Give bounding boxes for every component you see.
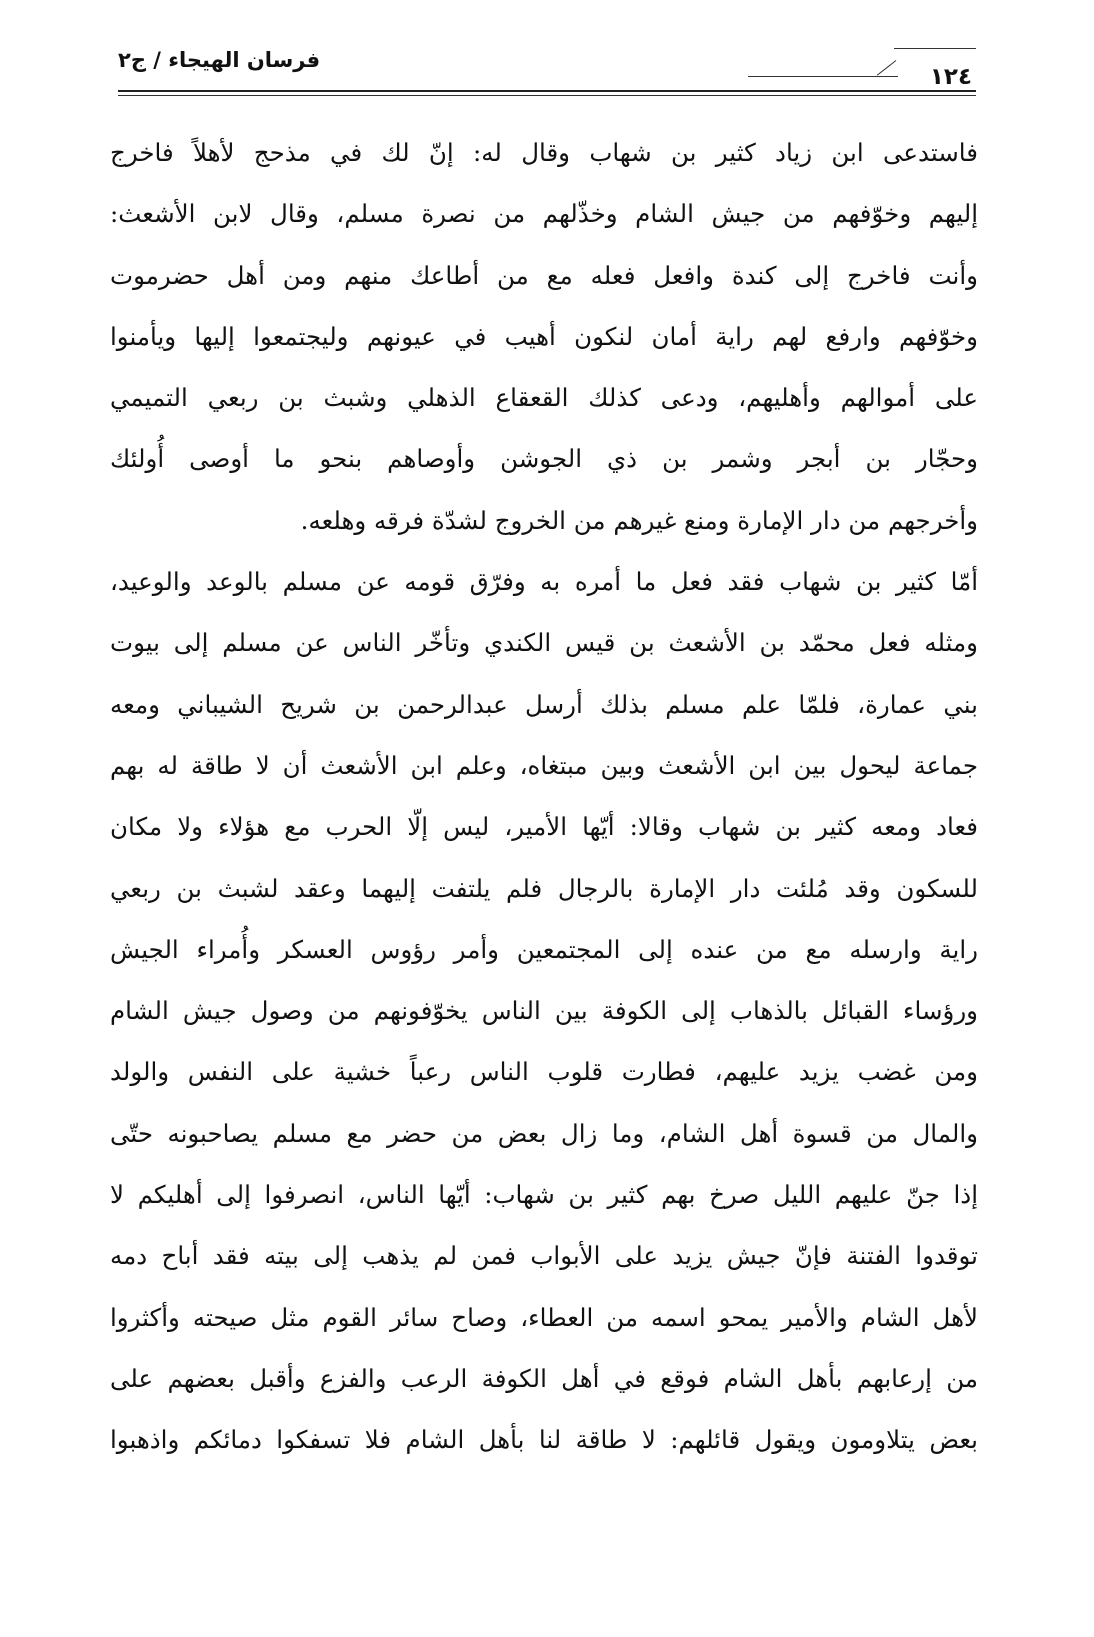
text-line: ورؤساء القبائل بالذهاب إلى الكوفة بين الناس يخوّفونهم من وصول جيش الشام [110,996,978,1026]
text-line: فعاد ومعه كثير بن شهاب وقالا: أيّها الأمير، ليس إلّا الحرب مع هؤلاء ولا مكان [110,812,978,842]
book-title: فرسان الهيجاء / ج٢ [118,48,321,72]
text-line: للسكون وقد مُلئت دار الإمارة بالرجال فلم يلتفت إليهما وعقد لشبث بن ربعي [110,873,978,903]
text-line: إذا جنّ عليهم الليل صرخ بهم كثير بن شهاب: أيّها الناس، انصرفوا إلى أهليكم لا [110,1180,978,1210]
text-line: من إرعابهم بأهل الشام فوقع في أهل الكوفة الرعب والفزع وأقبل بعضهم على [110,1363,978,1393]
running-header [118,40,976,98]
paragraph-2 [110,551,978,1470]
header-rule-slash [877,60,897,76]
text-line: لأهل الشام والأمير يمحو اسمه من العطاء، وصاح سائر القوم مثل صيحته وأكثروا [110,1302,978,1332]
paragraph-1 [110,122,978,551]
text-line: أمّا كثير بن شهاب فقد فعل ما أمره به وفرّق قومه عن مسلم بالوعد والوعيد، [110,567,978,597]
header-rule-short [894,48,976,49]
text-line: جماعة ليحول بين ابن الأشعث وبين مبتغاه، وعلم ابن الأشعث أن لا طاقة له بهم [110,750,978,780]
text-line: إليهم وخوّفهم من جيش الشام وخذّلهم من نصرة مسلم، وقال لابن الأشعث: [110,199,978,229]
page-number: ١٢٤ [929,64,972,90]
header-rule-thin [118,95,976,96]
text-line: بني عمارة، فلمّا علم مسلم بذلك أرسل عبدالرحمن بن شريح الشيباني ومعه [110,689,978,719]
text-line: وأخرجهم من دار الإمارة ومنع غيرهم من الخروج لشدّة فرقه وهلعه. [300,505,978,535]
text-line: توقدوا الفتنة فإنّ جيش يزيد على الأبواب فمن لم يذهب إلى بيته فقد أباح دمه [110,1241,978,1271]
text-line: وأنت فاخرج إلى كندة وافعل فعله مع من أطاعك منهم ومن أهل حضرموت [110,260,978,290]
text-line: ومثله فعل محمّد بن الأشعث بن قيس الكندي وتأخّر الناس عن مسلم إلى بيوت [110,628,978,658]
text-line: على أموالهم وأهليهم، ودعى كذلك القعقاع الذهلي وشبث بن ربعي التميمي [110,383,978,413]
text-line: والمال من قسوة أهل الشام، وما زال بعض من حضر مع مسلم يصاحبونه حتّى [110,1118,978,1148]
body-text [110,122,978,1471]
header-rule-segment [748,76,898,77]
text-line: وخوّفهم وارفع لهم راية أمان لنكون أهيب في عيونهم وليجتمعوا إليها ويأمنوا [110,321,978,351]
text-line: راية وارسله مع من عنده إلى المجتمعين وأمر رؤوس العسكر وأُمراء الجيش [110,934,978,964]
text-line: ومن غضب يزيد عليهم، فطارت قلوب الناس رعباً خشية على النفس والولد [110,1057,978,1087]
header-rule-thick [118,90,976,92]
text-line: وحجّار بن أبجر وشمر بن ذي الجوشن وأوصاهم بنحو ما أوصى أُولئك [110,444,978,474]
text-line: فاستدعى ابن زياد كثير بن شهاب وقال له: إنّ لك في مذحج لأهلاً فاخرج [110,138,978,167]
text-line: بعض يتلاومون ويقول قائلهم: لا طاقة لنا بأهل الشام فلا تسفكوا دمائكم واذهبوا [110,1425,978,1455]
